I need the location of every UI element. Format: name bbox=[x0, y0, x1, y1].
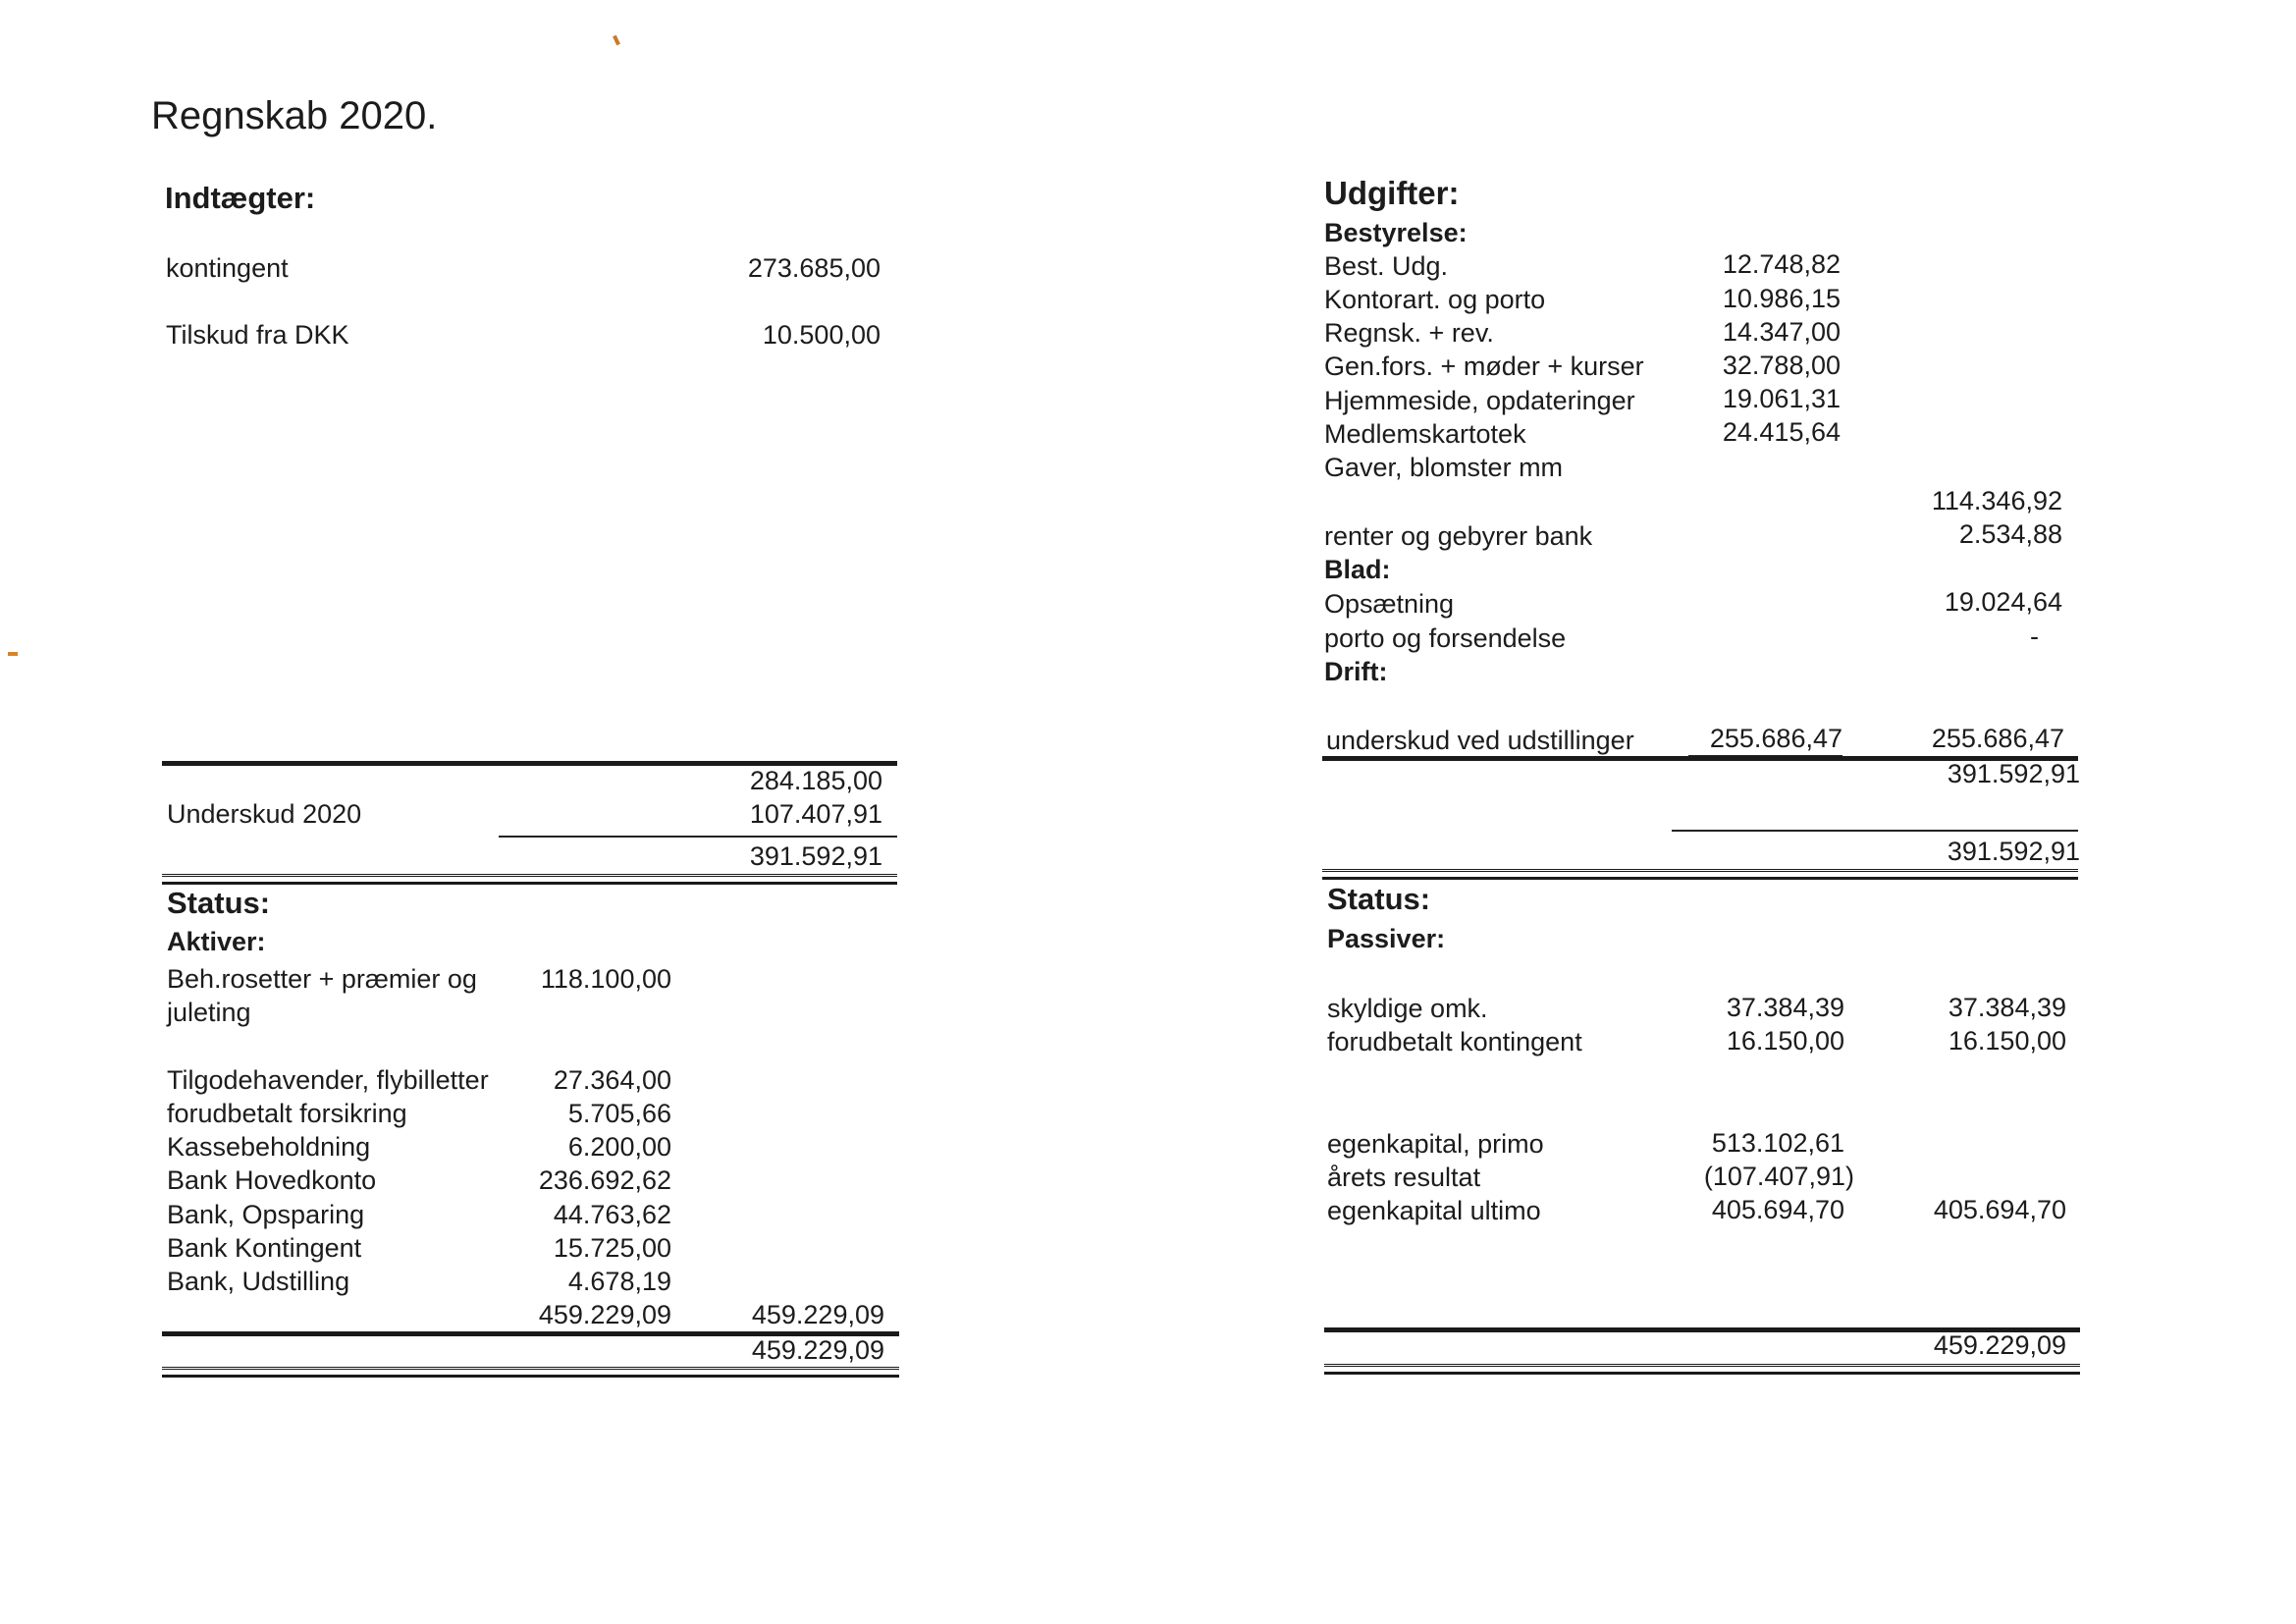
liability-item-label: forudbetalt kontingent bbox=[1327, 1027, 1582, 1056]
equity-item-label: egenkapital, primo bbox=[1327, 1129, 1544, 1159]
board-item-amount: 12.748,82 bbox=[1722, 249, 1841, 279]
expenses-total-rule bbox=[1672, 830, 2078, 832]
assets-total-double-rule bbox=[162, 1367, 899, 1378]
board-item-label: Gen.fors. + møder + kurser bbox=[1324, 352, 1644, 381]
asset-item-amount: 44.763,62 bbox=[553, 1200, 671, 1229]
asset-rosettes-label: Beh.rosetter + præmier og bbox=[167, 964, 477, 994]
expenses-total-double-rule bbox=[1322, 869, 2078, 880]
deficit-amount: 107.407,91 bbox=[749, 799, 882, 829]
expenses-grand-total: 391.592,91 bbox=[1947, 837, 2080, 866]
assets-total: 459.229,09 bbox=[751, 1335, 884, 1365]
board-item-amount: 19.061,31 bbox=[1722, 384, 1841, 413]
equity-item-amount: 405.694,70 bbox=[1711, 1195, 1844, 1224]
exhibitions-amount: 255.686,47 bbox=[1688, 724, 1842, 757]
postage-label: porto og forsendelse bbox=[1324, 623, 1567, 653]
asset-item-label: Bank Hovedkonto bbox=[167, 1165, 377, 1195]
page-title: Regnskab 2020. bbox=[151, 94, 438, 137]
liabilities-total: 459.229,09 bbox=[1933, 1330, 2066, 1360]
assets-sum: 459.229,09 bbox=[538, 1300, 671, 1329]
income-total-rule bbox=[499, 836, 897, 838]
board-item-label: Best. Udg. bbox=[1324, 251, 1449, 281]
asset-item-label: Kassebeholdning bbox=[167, 1132, 371, 1162]
asset-item-amount: 4.678,19 bbox=[567, 1267, 671, 1296]
equity-item-right: 405.694,70 bbox=[1933, 1195, 2066, 1224]
income-total-double-rule bbox=[162, 874, 897, 885]
magazine-heading: Blad: bbox=[1324, 555, 1391, 584]
asset-item-amount: 236.692,62 bbox=[538, 1165, 671, 1195]
liability-item-right: 37.384,39 bbox=[1948, 993, 2066, 1022]
asset-item-label: Bank, Opsparing bbox=[167, 1200, 365, 1229]
expenses-total: 391.592,91 bbox=[1947, 759, 2080, 788]
asset-item-amount: 27.364,00 bbox=[553, 1065, 671, 1095]
liability-item-amount: 16.150,00 bbox=[1726, 1026, 1844, 1056]
asset-item-label: Bank, Udstilling bbox=[167, 1267, 350, 1296]
income-heading: Indtægter: bbox=[165, 181, 316, 215]
income-item-amount: 273.685,00 bbox=[747, 253, 881, 283]
equity-item-amount: (107.407,91) bbox=[1703, 1162, 1854, 1191]
asset-rosettes-label-cont: juleting bbox=[167, 998, 251, 1027]
income-item-label: Tilskud fra DKK bbox=[166, 320, 349, 350]
postage-amount: - bbox=[2030, 622, 2039, 651]
asset-rosettes-amount: 118.100,00 bbox=[540, 964, 671, 994]
asset-item-label: Tilgodehavender, flybilletter bbox=[167, 1065, 489, 1095]
assets-sum-right: 459.229,09 bbox=[751, 1300, 884, 1329]
exhibitions-label: underskud ved udstillinger bbox=[1326, 726, 1634, 755]
income-item-label: kontingent bbox=[166, 253, 289, 283]
asset-item-label: Bank Kontingent bbox=[167, 1233, 362, 1263]
income-total: 391.592,91 bbox=[749, 841, 882, 871]
assets-status-heading: Status: bbox=[167, 886, 271, 920]
liabilities-status-heading: Status: bbox=[1327, 882, 1431, 916]
typesetting-amount: 19.024,64 bbox=[1944, 587, 2062, 617]
liabilities-total-double-rule bbox=[1324, 1364, 2080, 1375]
liability-item-right: 16.150,00 bbox=[1948, 1026, 2066, 1056]
liability-item-label: skyldige omk. bbox=[1327, 994, 1488, 1023]
exhibitions-total: 255.686,47 bbox=[1931, 724, 2064, 753]
scan-speck bbox=[8, 652, 18, 656]
operations-heading: Drift: bbox=[1324, 657, 1388, 686]
asset-item-amount: 5.705,66 bbox=[567, 1099, 671, 1128]
board-item-label: Gaver, blomster mm bbox=[1324, 453, 1564, 482]
equity-item-label: egenkapital ultimo bbox=[1327, 1196, 1541, 1225]
liabilities-heading: Passiver: bbox=[1327, 924, 1446, 953]
board-item-label: Medlemskartotek bbox=[1324, 419, 1526, 449]
typesetting-label: Opsætning bbox=[1324, 589, 1455, 619]
board-item-amount: 24.415,64 bbox=[1722, 417, 1841, 447]
asset-item-amount: 15.725,00 bbox=[553, 1233, 671, 1263]
income-item-amount: 10.500,00 bbox=[762, 320, 881, 350]
board-total: 114.346,92 bbox=[1931, 486, 2062, 515]
board-item-label: Hjemmeside, opdateringer bbox=[1324, 386, 1635, 415]
deficit-label: Underskud 2020 bbox=[167, 799, 362, 829]
board-item-amount: 32.788,00 bbox=[1722, 351, 1841, 380]
board-heading: Bestyrelse: bbox=[1324, 218, 1468, 247]
asset-item-amount: 6.200,00 bbox=[567, 1132, 671, 1162]
board-item-amount: 14.347,00 bbox=[1722, 317, 1841, 347]
asset-item-label: forudbetalt forsikring bbox=[167, 1099, 407, 1128]
liability-item-amount: 37.384,39 bbox=[1726, 993, 1844, 1022]
equity-item-amount: 513.102,61 bbox=[1711, 1128, 1844, 1158]
bank-fees-label: renter og gebyrer bank bbox=[1324, 521, 1593, 551]
scan-speck bbox=[613, 35, 620, 46]
income-subtotal: 284.185,00 bbox=[749, 766, 882, 795]
bank-fees-amount: 2.534,88 bbox=[1958, 519, 2062, 549]
assets-heading: Aktiver: bbox=[167, 927, 266, 956]
equity-item-label: årets resultat bbox=[1327, 1163, 1481, 1192]
board-item-label: Kontorart. og porto bbox=[1324, 285, 1546, 314]
expenses-heading: Udgifter: bbox=[1324, 175, 1460, 211]
board-item-amount: 10.986,15 bbox=[1722, 284, 1841, 313]
board-item-label: Regnsk. + rev. bbox=[1324, 318, 1494, 348]
